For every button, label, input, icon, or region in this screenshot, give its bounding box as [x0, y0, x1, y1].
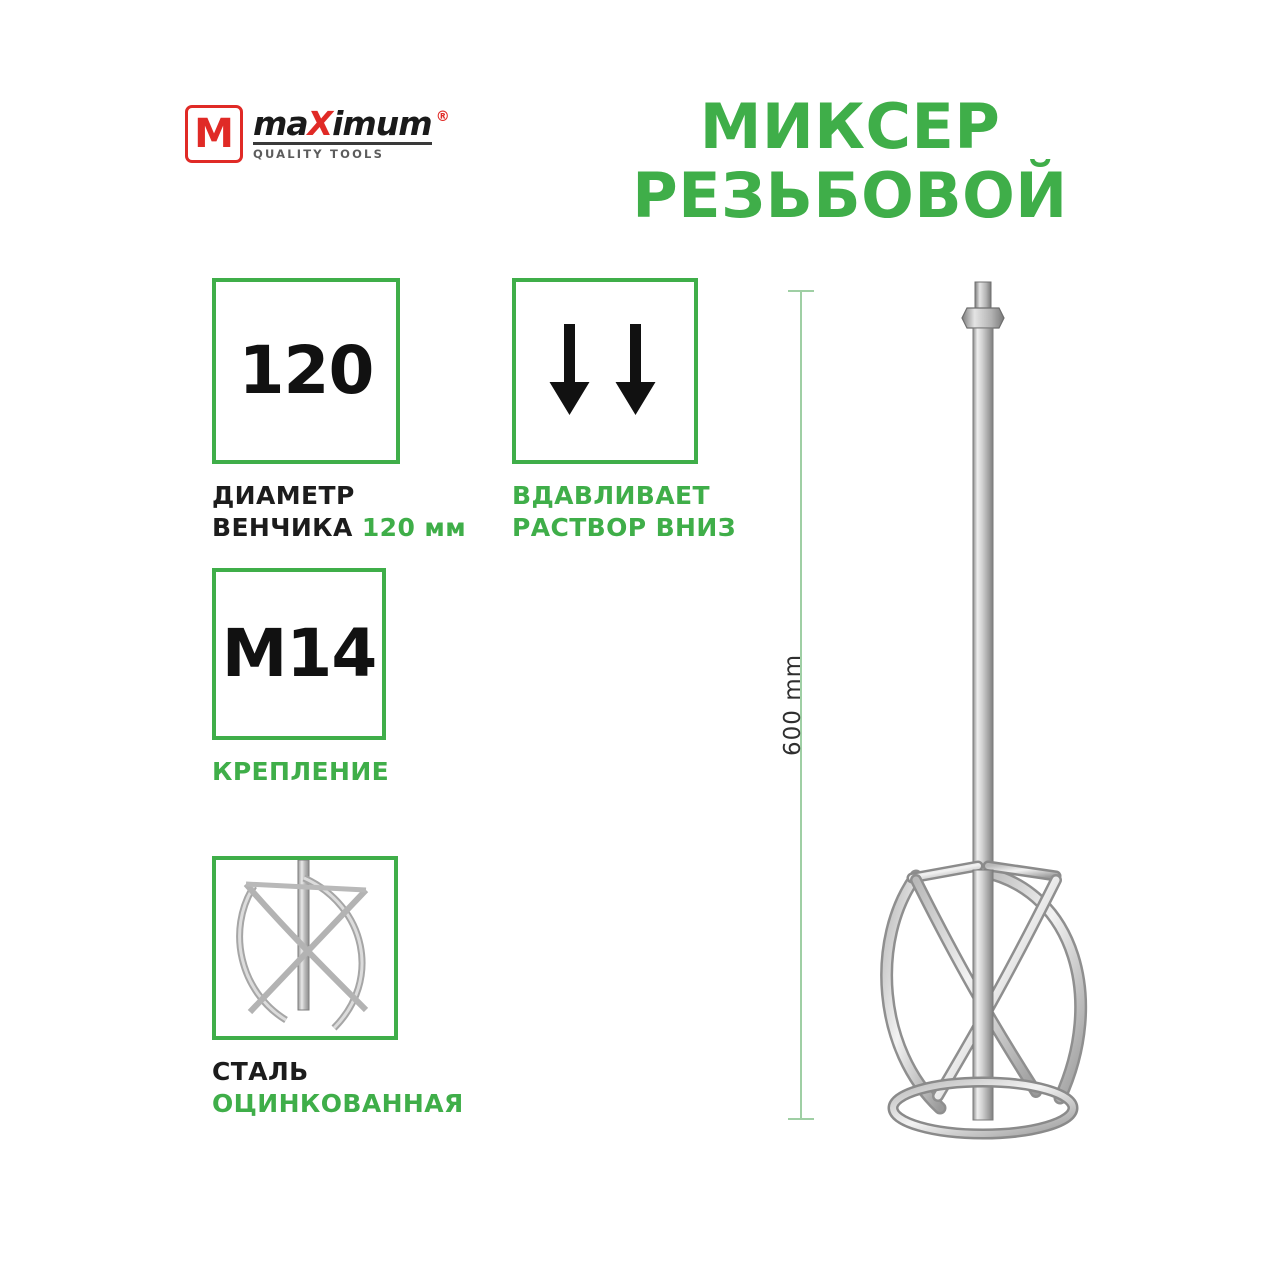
feature-press-down: [512, 278, 736, 544]
dimension-label: 600 mm: [780, 653, 807, 757]
logo-word-accent: X: [307, 104, 333, 143]
threaded-mixer-whisk-illustration: [860, 280, 1120, 1140]
press-down-caption: [512, 480, 736, 544]
press-down-caption-line2: РАСТВОР ВНИЗ: [512, 513, 736, 542]
diameter-caption-line2: ВЕНЧИКА: [212, 513, 353, 542]
diameter-caption-line1: ДИАМЕТР: [212, 481, 355, 510]
mount-caption-line1: КРЕПЛЕНИЕ: [212, 757, 390, 786]
dimension-cap-top: [788, 290, 814, 292]
steel-caption-line2: ОЦИНКОВАННАЯ: [212, 1089, 464, 1118]
registered-mark: ®: [435, 109, 450, 125]
steel-badge: [212, 856, 398, 1040]
double-down-arrow-icon: [540, 316, 670, 426]
logo-word-part2: imum: [332, 104, 432, 143]
diameter-value: 120: [238, 332, 374, 409]
press-down-badge: [512, 278, 698, 464]
feature-mount: [212, 568, 389, 788]
mixer-whisk-icon: [216, 860, 394, 1036]
feature-diameter: [212, 278, 466, 544]
logo-wordmark: [253, 104, 450, 161]
press-down-caption-line1: ВДАВЛИВАЕТ: [512, 481, 710, 510]
logo-mark: [185, 105, 243, 163]
logo-word: [253, 104, 432, 143]
diameter-caption: [212, 480, 466, 544]
logo-mark-letter: M: [194, 111, 234, 157]
logo-tagline: QUALITY TOOLS: [253, 142, 432, 161]
mount-badge: [212, 568, 386, 740]
mount-caption: [212, 756, 389, 788]
feature-steel: [212, 856, 464, 1120]
brand-logo: [185, 103, 475, 165]
diameter-badge: [212, 278, 400, 464]
product-image: [860, 280, 1120, 1140]
diameter-caption-value: 120 мм: [361, 513, 467, 542]
logo-word-part1: ma: [253, 104, 308, 143]
steel-caption: [212, 1056, 464, 1120]
dimension-cap-bottom: [788, 1118, 814, 1120]
mount-value: M14: [221, 615, 377, 692]
page-title: МИКСЕР РЕЗЬБОВОЙ: [632, 90, 1068, 233]
dimension-line: [770, 290, 830, 1120]
steel-caption-line1: СТАЛЬ: [212, 1057, 309, 1086]
